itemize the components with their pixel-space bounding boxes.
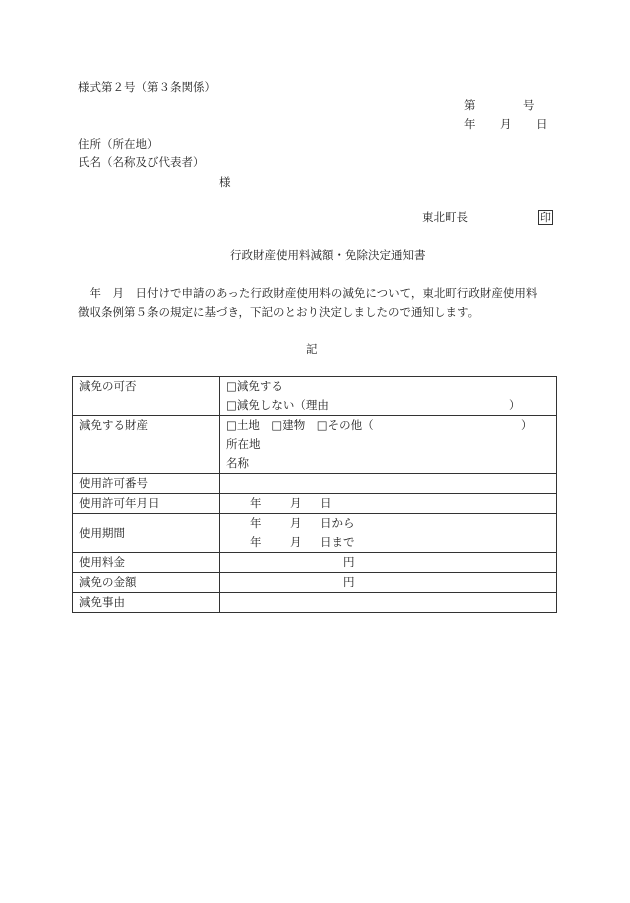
- row-value: [220, 377, 557, 416]
- reduction-amount-value[interactable]: [220, 573, 557, 593]
- reduction-reason-value[interactable]: [220, 593, 557, 613]
- close-paren: ）: [521, 418, 533, 432]
- close-paren: ）: [509, 398, 521, 412]
- table-row: [73, 514, 557, 553]
- usage-fee-value[interactable]: [220, 553, 557, 573]
- row-label: 減免の可否: [73, 377, 220, 416]
- row-label: 使用許可番号: [73, 474, 220, 494]
- document-title: 行政財産使用料減額・免除決定通知書: [230, 248, 426, 262]
- row-label: 減免する財産: [73, 416, 220, 474]
- body-line-1: 年 月 日付けで申請のあった行政財産使用料の減免について，東北町行政財産使用料: [78, 286, 538, 300]
- property-type-label: □土地 □建物 □その他（: [226, 418, 374, 432]
- month-label: 月: [290, 496, 302, 510]
- row-label: 減免事由: [73, 593, 220, 613]
- table-row: [73, 377, 557, 416]
- month-label: 月: [290, 535, 302, 549]
- location-label: 所在地: [226, 437, 261, 451]
- option-approve[interactable]: □減免する: [226, 379, 283, 393]
- date-day: 日: [536, 117, 548, 131]
- option-deny[interactable]: [226, 396, 550, 415]
- doc-number-suffix: 号: [523, 98, 535, 112]
- issuer-title: 東北町長: [422, 210, 468, 224]
- permit-date-value[interactable]: [220, 494, 557, 514]
- name-field-label: 名称: [226, 456, 249, 470]
- body-line-2: 徴収条例第５条の規定に基づき，下記のとおり決定しましたので通知します。: [78, 305, 480, 319]
- year-label: 年: [250, 535, 262, 549]
- table-row: [73, 474, 557, 494]
- option-deny-label: □減免しない（理由: [226, 398, 329, 412]
- row-label: 使用許可年月日: [73, 494, 220, 514]
- honorific: 様: [219, 175, 231, 189]
- ki-heading: 記: [306, 342, 318, 356]
- decision-table: [72, 376, 557, 613]
- month-label: 月: [290, 516, 302, 530]
- doc-number-prefix: 第: [464, 98, 476, 112]
- day-until-label: 日まで: [320, 535, 355, 549]
- property-type-options[interactable]: [226, 416, 550, 435]
- year-label: 年: [250, 516, 262, 530]
- day-label: 日: [320, 496, 332, 510]
- table-row: [73, 553, 557, 573]
- row-value: [220, 416, 557, 474]
- day-from-label: 日から: [320, 516, 355, 530]
- row-label: 減免の金額: [73, 573, 220, 593]
- date-year: 年: [464, 117, 476, 131]
- table-row: [73, 593, 557, 613]
- table-row: [73, 573, 557, 593]
- permit-number-value[interactable]: [220, 474, 557, 494]
- form-number: 様式第２号（第３条関係）: [78, 80, 216, 94]
- yen-label: 円: [343, 555, 355, 569]
- year-label: 年: [250, 496, 262, 510]
- address-label: 住所（所在地）: [78, 137, 159, 151]
- table-row: [73, 494, 557, 514]
- row-label: 使用期間: [73, 514, 220, 553]
- name-label: 氏名（名称及び代表者）: [78, 155, 205, 169]
- date-month: 月: [500, 117, 512, 131]
- table-row: [73, 416, 557, 474]
- row-label: 使用料金: [73, 553, 220, 573]
- seal-label: 印: [540, 211, 551, 224]
- seal-mark: [538, 210, 553, 225]
- usage-period-value[interactable]: [220, 514, 557, 553]
- yen-label: 円: [343, 575, 355, 589]
